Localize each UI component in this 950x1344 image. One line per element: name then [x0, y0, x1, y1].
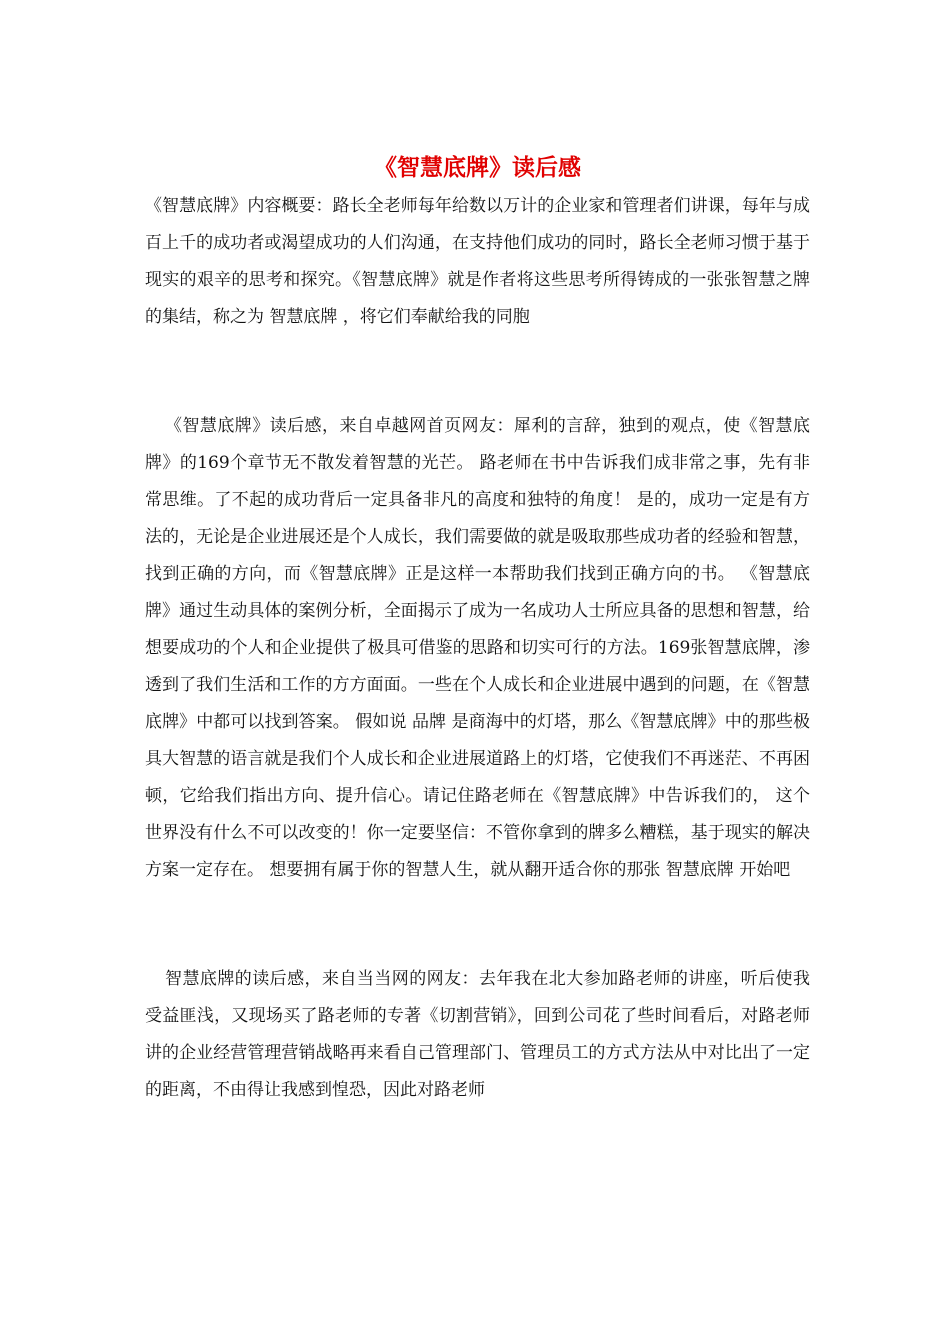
paragraph-review-dangdang: 智慧底牌的读后感，来自当当网的网友：去年我在北大参加路老师的讲座，听后使我受益匪浅，又现场买了路老师的专著《切割营销》，回到公司花了些时间看后，对路老师讲的企业经营管理营销战略再来看自己管理部门、管理员工的方式方法从中对比出了一定的距离，不由得让我感到惶恐，因此对路老师 [145, 969, 810, 1100]
document-page [145, 150, 810, 1109]
paragraph-spacer [145, 889, 810, 961]
document-title: 《智慧底牌》读后感 [374, 154, 581, 181]
paragraph-spacer [145, 336, 810, 408]
paragraph-summary: 《智慧底牌》内容概要：路长全老师每年给数以万计的企业家和管理者们讲课，每年与成百上千的成功者或渴望成功的人们沟通，在支持他们成功的同时，路长全老师习惯于基于现实的艰辛的思考和探究。《智慧底牌》就是作者将这些思考所得铸成的一张张智慧之牌的集结，称之为 智慧底牌 ，将它们奉献给我的同胞 [145, 196, 810, 327]
paragraph-review-zhuoyue: 《智慧底牌》读后感，来自卓越网首页网友：犀利的言辞，独到的观点，使《智慧底牌》的169个章节无不散发着智慧的光芒。 路老师在书中告诉我们成非常之事，先有非常思维。了不起的成功背后一定具备非凡的高度和独特的角度！ 是的，成功一定是有方法的，无论是企业进展还是个人成长，我们需要做的就是吸取那些成功者的经验和智慧，找到正确的方向，而《智慧底牌》正是这样一本帮助我们找到正确方向的书。 《智慧底牌》通过生动具体的案例分析，全面揭示了成为一名成功人士所应具备的思想和智慧，给想要成功的个人和企业提供了极具可借鉴的思路和切实可行的方法。169张智慧底牌，渗透到了我们生活和工作的方方面面。一些在个人成长和企业进展中遇到的问题，在《智慧底牌》中都可以找到答案。 假如说 品牌 是商海中的灯塔，那么《智慧底牌》中的那些极具大智慧的语言就是我们个人成长和企业进展道路上的灯塔，它使我们不再迷茫、不再困顿，它给我们指出方向、提升信心。请记住路老师在《智慧底牌》中告诉我们的， 这个世界没有什么不可以改变的！你一定要坚信：不管你拿到的牌多么糟糕，基于现实的解决方案一定存在。 想要拥有属于你的智慧人生，就从翻开适合你的那张 智慧底牌 开始吧 [145, 416, 810, 880]
